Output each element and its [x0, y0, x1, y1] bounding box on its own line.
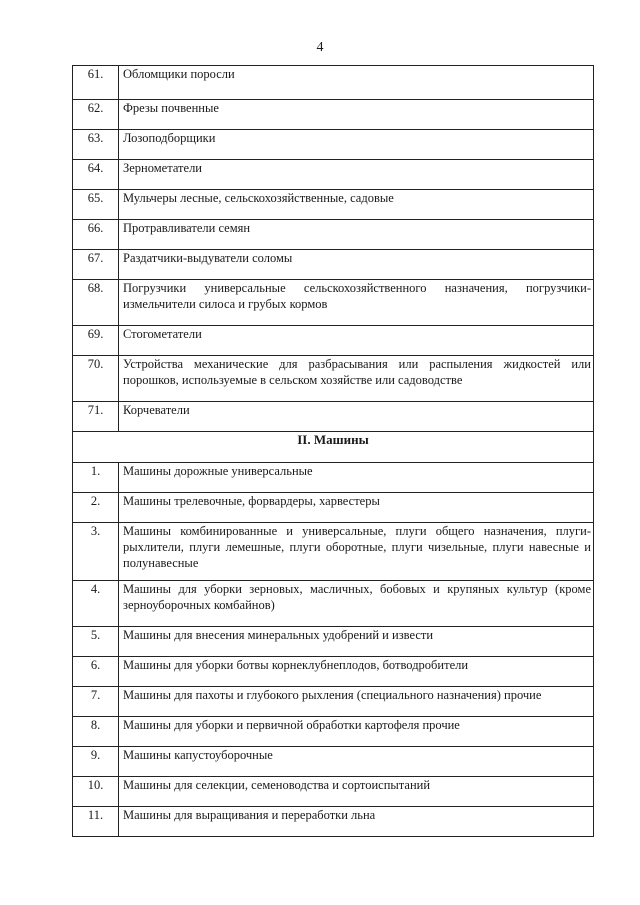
- row-number: 5.: [73, 627, 119, 657]
- table-row: [73, 190, 594, 220]
- row-text: Протравливатели семян: [119, 220, 594, 250]
- table-row: [73, 493, 594, 523]
- row-number: 9.: [73, 747, 119, 777]
- table-row: [73, 100, 594, 130]
- table-row: [73, 356, 594, 402]
- row-text: Фрезы почвенные: [119, 100, 594, 130]
- table-row: [73, 807, 594, 837]
- table-row: [73, 717, 594, 747]
- row-number: 8.: [73, 717, 119, 747]
- row-text: Машины трелевочные, форвардеры, харвестеры: [119, 493, 594, 523]
- row-number: 62.: [73, 100, 119, 130]
- row-text: Мульчеры лесные, сельскохозяйственные, садовые: [119, 190, 594, 220]
- row-number: 2.: [73, 493, 119, 523]
- table-row: [73, 220, 594, 250]
- row-text: Машины для уборки и первичной обработки картофеля прочие: [119, 717, 594, 747]
- row-number: 71.: [73, 402, 119, 432]
- row-number: 4.: [73, 581, 119, 627]
- row-text: Погрузчики универсальные сельскохозяйственного назначения, погрузчики-измельчители силоса и грубых кормов: [119, 280, 594, 326]
- row-number: 69.: [73, 326, 119, 356]
- row-text: Машины комбинированные и универсальные, плуги общего назначения, плуги-рыхлители, плуги лемешные, плуги оборотные, плуги чизельные, плуги навесные и полунавесные: [119, 523, 594, 581]
- row-text: Стогометатели: [119, 326, 594, 356]
- table-row: [73, 280, 594, 326]
- table-row: [73, 687, 594, 717]
- row-number: 65.: [73, 190, 119, 220]
- row-text: Машины для селекции, семеноводства и сортоиспытаний: [119, 777, 594, 807]
- section-header-row: [73, 432, 594, 463]
- page-number: 4: [316, 40, 324, 55]
- row-number: 67.: [73, 250, 119, 280]
- row-text: Лозоподборщики: [119, 130, 594, 160]
- row-number: 64.: [73, 160, 119, 190]
- row-text: Машины дорожные универсальные: [119, 463, 594, 493]
- row-number: 11.: [73, 807, 119, 837]
- row-text: Машины для внесения минеральных удобрений и извести: [119, 627, 594, 657]
- table-row: [73, 326, 594, 356]
- row-number: 10.: [73, 777, 119, 807]
- row-text: Машины для пахоты и глубокого рыхления (специального назначения) прочие: [119, 687, 594, 717]
- row-text: Корчеватели: [119, 402, 594, 432]
- row-text: Устройства механические для разбрасывания или распыления жидкостей или порошков, используемые в сельском хозяйстве или садоводстве: [119, 356, 594, 402]
- row-number: 66.: [73, 220, 119, 250]
- table-row: [73, 747, 594, 777]
- table-row: [73, 523, 594, 581]
- row-number: 63.: [73, 130, 119, 160]
- table-row: [73, 160, 594, 190]
- table-row: [73, 627, 594, 657]
- row-text: Обломщики поросли: [119, 66, 594, 100]
- row-text: Зернометатели: [119, 160, 594, 190]
- section-title: II. Машины: [73, 432, 594, 463]
- row-number: 61.: [73, 66, 119, 100]
- machinery-list-table: [72, 65, 594, 837]
- table-row: [73, 130, 594, 160]
- table-row: [73, 402, 594, 432]
- row-text: Машины для уборки зерновых, масличных, бобовых и крупяных культур (кроме зерноуборочных комбайнов): [119, 581, 594, 627]
- row-text: Машины капустоуборочные: [119, 747, 594, 777]
- row-number: 1.: [73, 463, 119, 493]
- row-text: Раздатчики-выдуватели соломы: [119, 250, 594, 280]
- table-row: [73, 463, 594, 493]
- row-number: 7.: [73, 687, 119, 717]
- table-row: [73, 657, 594, 687]
- row-number: 70.: [73, 356, 119, 402]
- row-number: 3.: [73, 523, 119, 581]
- table-row: [73, 250, 594, 280]
- row-number: 6.: [73, 657, 119, 687]
- table-row: [73, 581, 594, 627]
- table-row: [73, 777, 594, 807]
- row-number: 68.: [73, 280, 119, 326]
- row-text: Машины для уборки ботвы корнеклубнеплодов, ботводробители: [119, 657, 594, 687]
- table-row: [73, 66, 594, 100]
- row-text: Машины для выращивания и переработки льна: [119, 807, 594, 837]
- table-body: [73, 66, 594, 837]
